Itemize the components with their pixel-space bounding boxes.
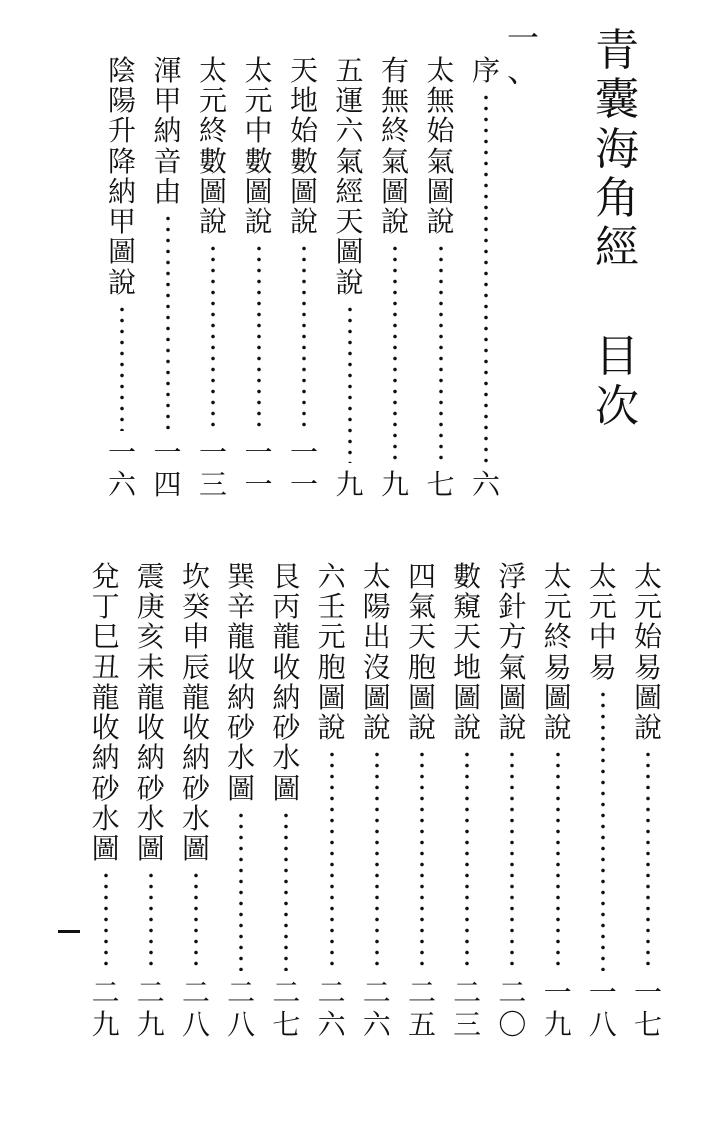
- toc-entry-title: 數 窺 天 地 圖 說: [453, 560, 482, 745]
- part-label: 一 、: [506, 19, 539, 89]
- toc-entry-page: 二 六: [362, 976, 391, 1041]
- toc-entry-title: 太 元 終 數 圖 說: [198, 54, 227, 239]
- toc-entry-page: 九: [335, 467, 364, 501]
- toc-entry-title: 渾 甲 納 音 由: [153, 54, 182, 208]
- toc-entry-title: 震 庚 亥 未 龍 收 納 砂 水 圖: [136, 560, 165, 866]
- toc-entry-title: 艮 丙 龍 收 納 砂 水 圖: [272, 560, 301, 805]
- dot-leader: [375, 749, 379, 971]
- toc-entry[interactable]: [629, 562, 667, 1040]
- dot-leader: [330, 749, 334, 971]
- toc-entry[interactable]: [132, 562, 170, 1040]
- toc-entry[interactable]: [177, 562, 215, 1040]
- toc-entry-page: 一 一: [289, 436, 318, 501]
- toc-entry-title: 六 壬 元 胞 圖 說: [317, 560, 346, 745]
- toc-entry[interactable]: [222, 562, 260, 1040]
- dot-leader: [257, 243, 261, 431]
- toc-entry-title: 太 陽 出 沒 圖 說: [362, 560, 391, 745]
- toc-entry-title: 太 元 始 易 圖 說: [633, 560, 662, 745]
- toc-entry-page: 二 八: [181, 976, 210, 1041]
- dot-leader: [284, 810, 288, 971]
- dot-leader: [211, 243, 215, 431]
- toc-entry-title: 太 無 始 氣 圖 說: [426, 54, 455, 239]
- toc-entry[interactable]: [194, 56, 232, 500]
- toc-entry[interactable]: [358, 562, 396, 1040]
- dot-leader: [166, 213, 170, 431]
- toc-entry-title: 四 氣 天 胞 圖 說: [407, 560, 436, 745]
- toc-entry-title: 太 元 中 易: [588, 560, 617, 684]
- dot-leader: [556, 749, 560, 971]
- margin-mark: [58, 930, 80, 933]
- toc-entry-title: 太 元 終 易 圖 說: [543, 560, 572, 745]
- toc-entry-page: 二 五: [407, 976, 436, 1041]
- toc-entry-page: 一 九: [543, 976, 572, 1041]
- dot-leader: [646, 749, 650, 971]
- toc-entry[interactable]: [103, 56, 141, 500]
- dot-leader: [104, 870, 108, 971]
- toc-entry-page: 一 八: [588, 976, 617, 1041]
- toc-entry[interactable]: [313, 562, 351, 1040]
- dot-leader: [484, 92, 488, 462]
- dot-leader: [420, 749, 424, 971]
- toc-entry-title: 天 地 始 數 圖 說: [289, 54, 318, 239]
- toc-heading: [592, 26, 642, 431]
- toc-entry-title: 陰 陽 升 降 納 甲 圖 說: [107, 54, 136, 299]
- toc-entry[interactable]: [267, 562, 305, 1040]
- toc-entry-page: 六: [471, 467, 500, 501]
- toc-entry[interactable]: [422, 56, 460, 500]
- toc-entry-page: 一 四: [153, 436, 182, 501]
- toc-entry-page: 一 三: [198, 436, 227, 501]
- toc-entry[interactable]: [149, 56, 187, 500]
- toc-entry[interactable]: [376, 56, 414, 500]
- dot-leader: [465, 749, 469, 971]
- toc-entry-title: 坎 癸 申 辰 龍 收 納 砂 水 圖: [181, 560, 210, 866]
- toc-entry-title: 浮 針 方 氣 圖 說: [498, 560, 527, 745]
- toc-entry[interactable]: [403, 562, 441, 1040]
- toc-entry[interactable]: [240, 56, 278, 500]
- toc-entry[interactable]: [87, 562, 125, 1040]
- book-title: 青 囊 海 角 經: [595, 25, 639, 274]
- toc-entry[interactable]: [331, 56, 369, 500]
- dot-leader: [439, 243, 443, 462]
- dot-leader: [393, 243, 397, 462]
- toc-entry[interactable]: [493, 562, 531, 1040]
- dot-leader: [302, 243, 306, 431]
- dot-leader: [149, 870, 153, 971]
- toc-entry-title: 有 無 終 氣 圖 說: [380, 54, 409, 239]
- toc-entry-title: 序: [471, 54, 500, 87]
- toc-entry-page: 二 三: [453, 976, 482, 1041]
- toc-entry[interactable]: [584, 562, 622, 1040]
- toc-entry-page: 二 九: [91, 976, 120, 1041]
- dot-leader: [510, 749, 514, 971]
- toc-entry[interactable]: [448, 562, 486, 1040]
- dot-leader: [239, 810, 243, 971]
- dot-leader: [120, 304, 124, 431]
- dot-leader: [601, 689, 605, 971]
- toc-entry-page: 一 七: [633, 976, 662, 1041]
- toc-entry-page: 一 六: [107, 436, 136, 501]
- toc-entry-page: 二 九: [136, 976, 165, 1041]
- toc-entry[interactable]: [467, 56, 505, 500]
- toc-entry-page: 二 〇: [498, 976, 527, 1041]
- toc-entry-page: 一 一: [244, 436, 273, 501]
- toc-entry-page: 九: [380, 467, 409, 501]
- toc-entry-title: 巽 辛 龍 收 納 砂 水 圖: [227, 560, 256, 805]
- toc-entry-page: 二 八: [227, 976, 256, 1041]
- toc-entry-title: 兌 丁 巳 丑 龍 收 納 砂 水 圖: [91, 560, 120, 866]
- toc-entry-page: 二 六: [317, 976, 346, 1041]
- toc-entry-title: 五 運 六 氣 經 天 圖 說: [335, 54, 364, 299]
- toc-entry[interactable]: [285, 56, 323, 500]
- dot-leader: [194, 870, 198, 971]
- toc-subtitle: 目 次: [595, 331, 639, 432]
- toc-entry[interactable]: [539, 562, 577, 1040]
- toc-entry-title: 太 元 中 數 圖 說: [244, 54, 273, 239]
- dot-leader: [348, 304, 352, 463]
- toc-entry-page: 七: [426, 467, 455, 501]
- toc-entry-page: 二 七: [272, 976, 301, 1041]
